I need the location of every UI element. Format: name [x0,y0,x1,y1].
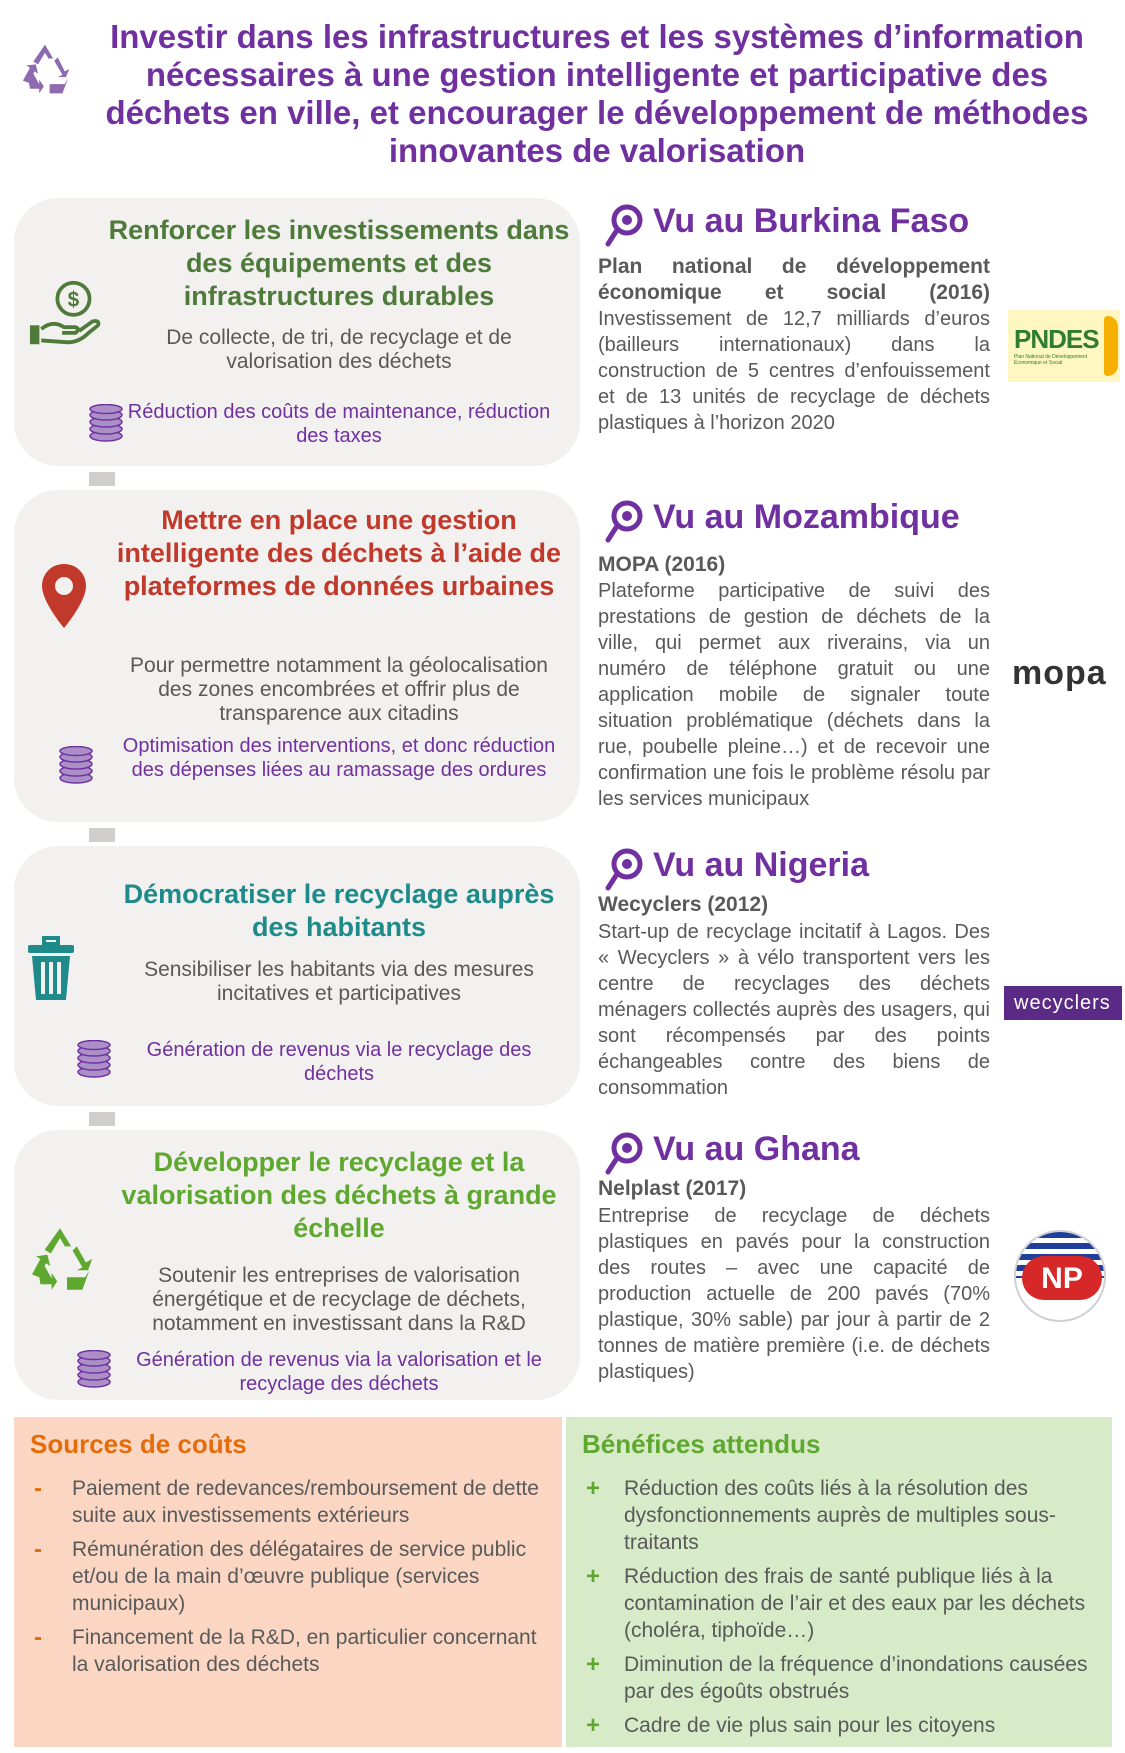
costs-list [30,1475,550,1685]
page-title: Investir dans les infrastructures et les systèmes d’information nécessaires à une gestion intelligente et participative des déchets en ville, et encourager le développement de méthodes innovantes de valorisation [105,18,1089,169]
list-item: + Réduction des frais de santé publique liés à la contamination de l’air et des eaux par les déchets (choléra, tiphoïde…) [586,1563,1086,1642]
benefits-box [566,1417,1112,1747]
location-pin-icon [40,562,88,630]
benefits-title: Bénéfices attendus [582,1429,821,1459]
nelplast-logo: NP [1014,1230,1106,1322]
card-benefit: Génération de revenus via la valorisation et le recyclage des déchets [136,1349,542,1395]
case-title: Vu au Ghana [653,1130,860,1168]
connector [89,1112,115,1126]
svg-text:$: $ [67,288,80,312]
list-item: + Cadre de vie plus sain pour les citoyens [586,1712,996,1739]
card-title: Démocratiser le recyclage auprès des habitants [123,879,555,942]
case-name: Plan national de développement économique et social (2016) [598,255,990,304]
location-target-icon [605,500,643,544]
wecyclers-logo: wecyclers [1004,986,1122,1020]
list-item: + Réduction des coûts liés à la résolution des dysfonctionnements auprès de multiples sous-traitants [586,1475,1056,1554]
case-description: Plateforme participative de suivi des prestations de gestion de déchets de la ville, qui permet aux riverains, via un numéro de téléphone gratuit ou une application mobile de signaler toute situation problématique (déchets dans la rue, poubelle pleine…) et de recevoir une confirmation une fois le problème résolu par les services municipaux [598,580,990,810]
card-large-scale-recycling [14,1130,580,1400]
case-name: MOPA (2016) [598,553,726,576]
case-title: Vu au Mozambique [653,498,960,536]
card-description: Soutenir les entreprises de valorisation énergétique et de recyclage de déchets, notamment en investissant dans la R&D [152,1264,526,1335]
coins-icon [58,746,94,784]
costs-box [14,1417,562,1747]
card-title: Renforcer les investissements dans des équipements et des infrastructures durables [108,215,570,311]
header [0,0,1125,180]
card-title: Développer le recyclage et la valorisation des déchets à grande échelle [121,1147,557,1243]
recycle-icon [16,40,74,98]
coins-icon [76,1350,112,1388]
location-target-icon [605,848,643,892]
case-title: Vu au Burkina Faso [653,202,970,240]
connector [89,472,115,486]
pndes-logo: PNDES Plan National de Développement Économique et Social [1008,310,1120,382]
case-description: Start-up de recyclage incitatif à Lagos. Des « Wecyclers » à vélo transportent vers les centre de recyclages des déchets ménagers collectés auprès des usagers, qui sont récompensés par des points échangeables contre des biens de consommation [598,921,990,1099]
card-investments [14,198,580,466]
card-recycling-residents [14,846,580,1106]
case-description: Investissement de 12,7 milliards d’euros (bailleurs internationaux) dans la construction de 5 centres d’enfouissement et de 13 unités de recyclage de déchets plastiques à l’horizon 2020 [598,308,990,434]
list-item: - Financement de la R&D, en particulier concernant la valorisation des déchets [34,1624,537,1676]
case-name: Wecyclers (2012) [598,893,769,916]
mopa-logo: mopa [1012,654,1107,692]
location-target-icon [605,1132,643,1176]
list-item: + Diminution de la fréquence d’inondations causées par des égoûts obstrués [586,1651,1088,1703]
card-title: Mettre en place une gestion intelligente des déchets à l’aide de plateformes de données urbaines [116,505,562,601]
card-benefit: Génération de revenus via le recyclage des déchets [146,1039,532,1085]
connector [89,828,115,842]
case-title: Vu au Nigeria [653,846,870,884]
location-target-icon [605,204,643,248]
card-benefit: Réduction des coûts de maintenance, réduction des taxes [127,401,551,447]
benefits-list [582,1475,1102,1746]
money-hand-icon [26,278,102,348]
list-item: - Paiement de redevances/remboursement de dette suite aux investissements extérieurs [34,1475,539,1527]
costs-title: Sources de coûts [30,1429,247,1459]
case-description: Entreprise de recyclage de déchets plastiques en pavés pour la construction des routes – avec une capacité de production actuelle de 200 pavés (70% plastique, 30% sable) par jour à partir de 2 tonnes de matière première (i.e. de déchets plastiques) [598,1205,990,1383]
trash-bin-icon [26,936,76,1002]
list-item: - Rémunération des délégataires de service public et/ou de la main d’œuvre publique (services municipaux) [34,1536,527,1615]
card-smart-management [14,490,580,822]
case-name: Nelplast (2017) [598,1177,747,1200]
card-description: Sensibiliser les habitants via des mesures incitatives et participatives [144,958,534,1005]
card-description: De collecte, de tri, de recyclage et de valorisation des déchets [166,326,512,373]
recycle-green-icon [24,1224,96,1294]
card-benefit: Optimisation des interventions, et donc réduction des dépenses liées au ramassage des ordures [122,735,556,781]
card-description: Pour permettre notamment la géolocalisation des zones encombrées et offrir plus de transparence aux citadins [130,654,548,725]
coins-icon [76,1040,112,1078]
